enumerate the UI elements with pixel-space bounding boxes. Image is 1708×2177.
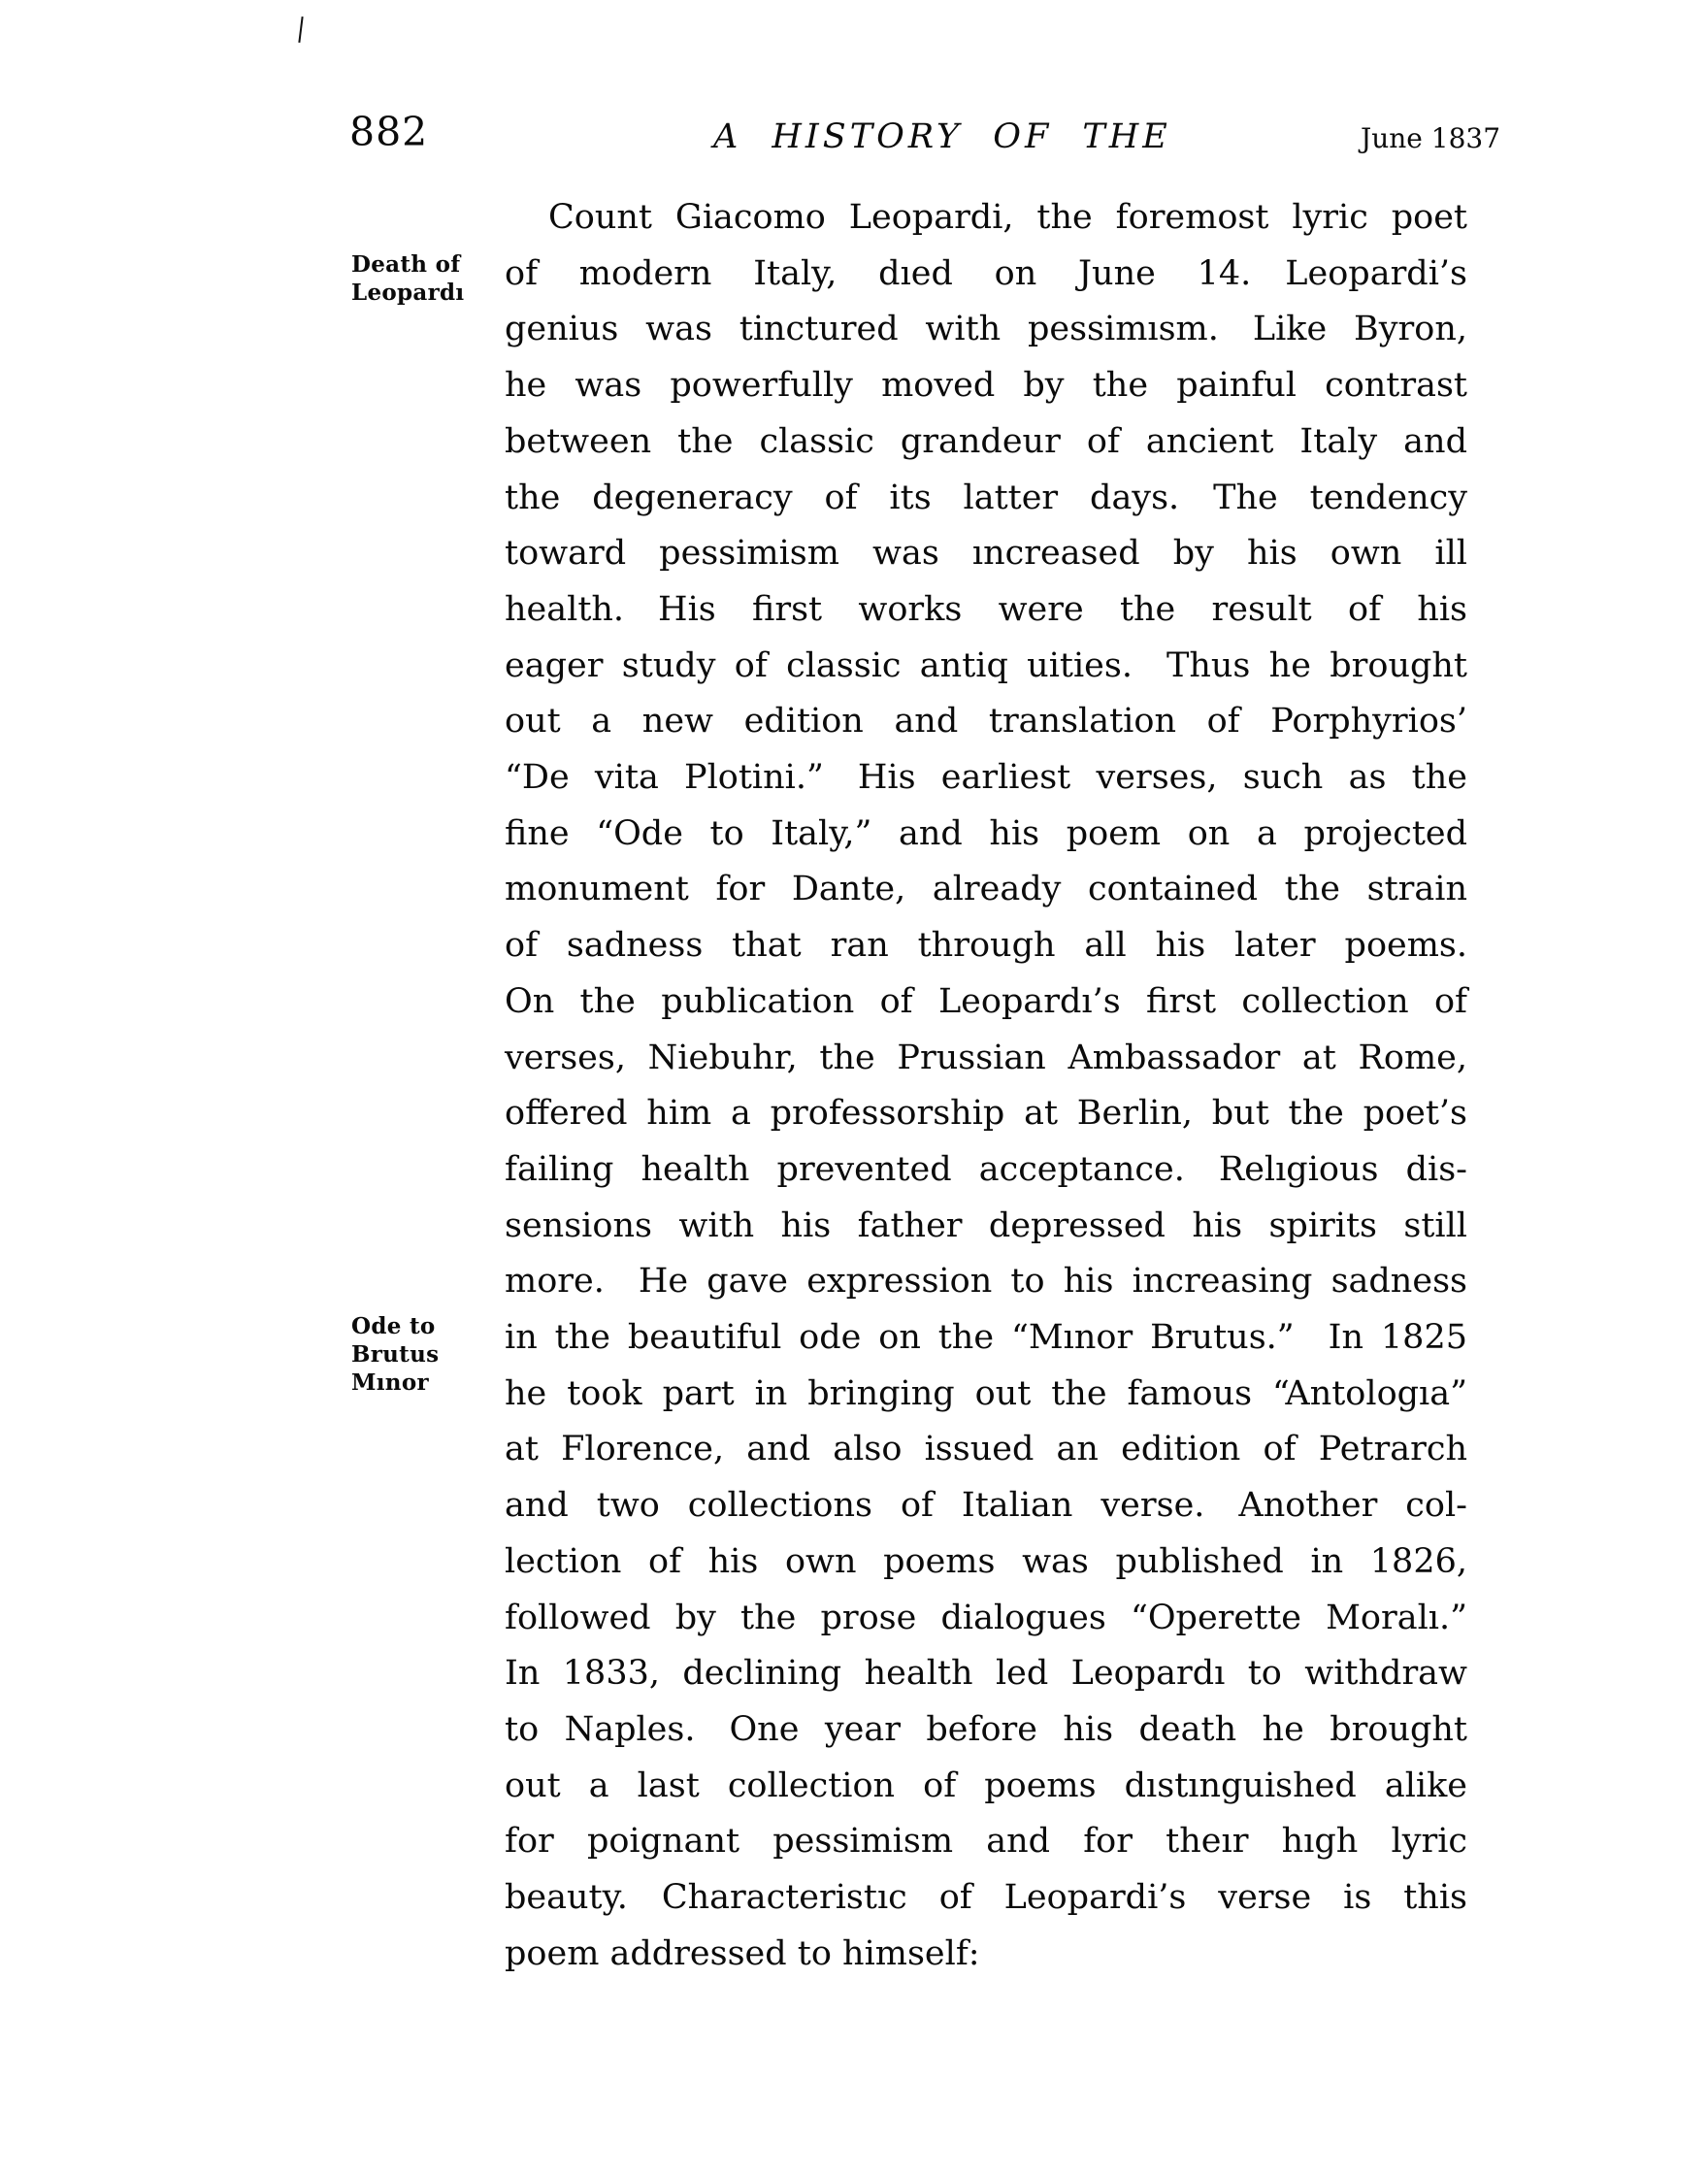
body-line: sensions with his father depressed his spirits still xyxy=(505,1205,1467,1245)
body-line: and two collections of Italian verse. Another col- xyxy=(505,1486,1467,1526)
body-line: lection of his own poems was published in 1826, xyxy=(505,1541,1467,1581)
body-line: the degeneracy of its latter days. The tendency xyxy=(505,478,1467,517)
body-line: health. His first works were the result of his xyxy=(505,589,1467,629)
body-line: failing health prevented acceptance. Relıgious dis- xyxy=(505,1149,1467,1189)
margin-note-line: Death of xyxy=(351,251,461,278)
running-header-title: A HISTORY OF THE xyxy=(713,117,1171,156)
body-line: eager study of classic antiq uities. Thus he brought xyxy=(505,645,1467,685)
body-line: Count Giacomo Leopardi, the foremost lyric poet xyxy=(548,198,1467,237)
margin-note-line: Mınor xyxy=(351,1369,429,1396)
body-line: in the beautiful ode on the “Mınor Brutus.” In 1825 xyxy=(505,1318,1467,1358)
body-line: for poignant pessimism and for theır hıgh lyric xyxy=(505,1822,1467,1862)
body-line: “De vita Plotini.” His earliest verses, such as the xyxy=(505,758,1467,798)
body-line: out a last collection of poems dıstınguished alike xyxy=(505,1765,1467,1805)
margin-note xyxy=(351,250,497,307)
body-line: toward pessimism was ıncreased by his own ill xyxy=(505,534,1467,574)
body-line: fine “Ode to Italy,” and his poem on a projected xyxy=(505,813,1467,853)
margin-note xyxy=(351,1312,497,1397)
body-text xyxy=(505,190,1467,1983)
body-line: at Florence, and also issued an edition of Petrarch xyxy=(505,1430,1467,1469)
body-line: of modern Italy, dıed on June 14. Leopardi’s xyxy=(505,253,1467,293)
body-line: offered him a professorship at Berlin, but the poet’s xyxy=(505,1094,1467,1134)
body-line: beauty. Characteristıc of Leopardi’s verse is this xyxy=(505,1878,1467,1918)
body-line: On the publication of Leopardı’s first collection of xyxy=(505,981,1467,1021)
body-line: to Naples. One year before his death he brought xyxy=(505,1709,1467,1749)
body-line: of sadness that ran through all his later poems. xyxy=(505,926,1467,966)
body-line: between the classic grandeur of ancient Italy and xyxy=(505,421,1467,461)
body-line: followed by the prose dialogues “Operette Moralı.” xyxy=(505,1598,1467,1637)
body-line: out a new edition and translation of Porphyrios’ xyxy=(505,702,1467,742)
body-line: he was powerfully moved by the painful contrast xyxy=(505,366,1467,406)
body-line: he took part in bringing out the famous “Antologıa” xyxy=(505,1373,1467,1413)
body-line: In 1833, declining health led Leopardı to withdraw xyxy=(505,1654,1467,1694)
margin-note-line: Brutus xyxy=(351,1341,440,1368)
margin-note-line: Leopardı xyxy=(351,280,465,306)
body-line: monument for Dante, already contained the strain xyxy=(505,870,1467,909)
stray-ink-mark xyxy=(298,16,303,43)
body-line: genius was tinctured with pessimısm. Like Byron, xyxy=(505,310,1467,349)
page-number: 882 xyxy=(349,109,429,155)
running-header-date: June 1837 xyxy=(1361,122,1501,154)
margin-note-line: Ode to xyxy=(351,1313,436,1339)
body-line: poem addressed to himself: xyxy=(505,1933,980,1973)
body-line: verses, Niebuhr, the Prussian Ambassador at Rome, xyxy=(505,1038,1467,1077)
body-line: more. He gave expression to his increasing sadness xyxy=(505,1262,1467,1302)
